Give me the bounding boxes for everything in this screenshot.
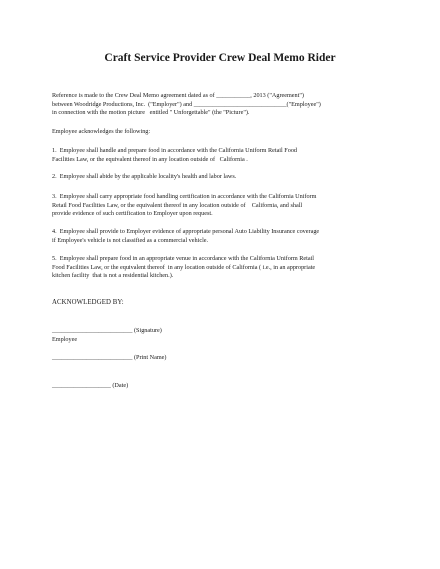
item-3-line-2: Retail Food Facilities Law, or the equivalent thereof in any location outside of California, and shall xyxy=(52,201,303,209)
print-name-line: __________________________ (Print Name) xyxy=(52,354,167,361)
item-5-line-1: 5. Employee shall prepare food in an appropriate venue in accordance with the California Uniform Retail xyxy=(52,255,315,262)
item-3-line-1: 3. Employee shall carry appropriate food handling certification in accordance with the California Uniform xyxy=(52,193,317,200)
item-1-line-1: 1. Employee shall handle and prepare food in accordance with the California Uniform Retail Food xyxy=(52,147,298,154)
item-5-line-3: kitchen facility that is not a residential kitchen.). xyxy=(52,272,174,279)
item-2-line-1: 2. Employee shall abide by the applicable locality's health and labor laws. xyxy=(52,173,237,180)
item-3-line-3: provide evidence of such certification to Employer upon request. xyxy=(52,210,213,217)
intro-line-1: Reference is made to the Crew Deal Memo agreement dated as of ___________, 2013 ("Agreement") xyxy=(52,92,304,99)
employee-label: Employee xyxy=(52,336,78,343)
item-5-line-2: Food Facilities Law, or the equivalent thereof in any location outside of California ( i.e., in an appropriate xyxy=(52,263,316,271)
item-1-line-2: Facilities Law, or the equivalent thereof in any location outside of California . xyxy=(52,155,248,163)
document-title: Craft Service Provider Crew Deal Memo Rider xyxy=(104,52,336,64)
item-4-line-2: if Employee's vehicle is not classified as a commercial vehicle. xyxy=(52,236,209,244)
signature-line: __________________________ (Signature) xyxy=(52,327,162,334)
intro-line-3: in connection with the motion picture entitled " Unforgettable" (the "Picture"). xyxy=(52,109,250,116)
acknowledges-heading: Employee acknowledges the following: xyxy=(52,128,151,135)
intro-line-2: between Woodridge Productions, Inc. ("Employer") and ______________________________("Employee") xyxy=(52,100,321,108)
date-line: ___________________ (Date) xyxy=(52,382,129,389)
acknowledged-by-heading: ACKNOWLEDGED BY: xyxy=(52,299,124,306)
item-4-line-1: 4. Employee shall provide to Employer evidence of appropriate personal Auto Liability Insurance coverage xyxy=(52,228,320,235)
